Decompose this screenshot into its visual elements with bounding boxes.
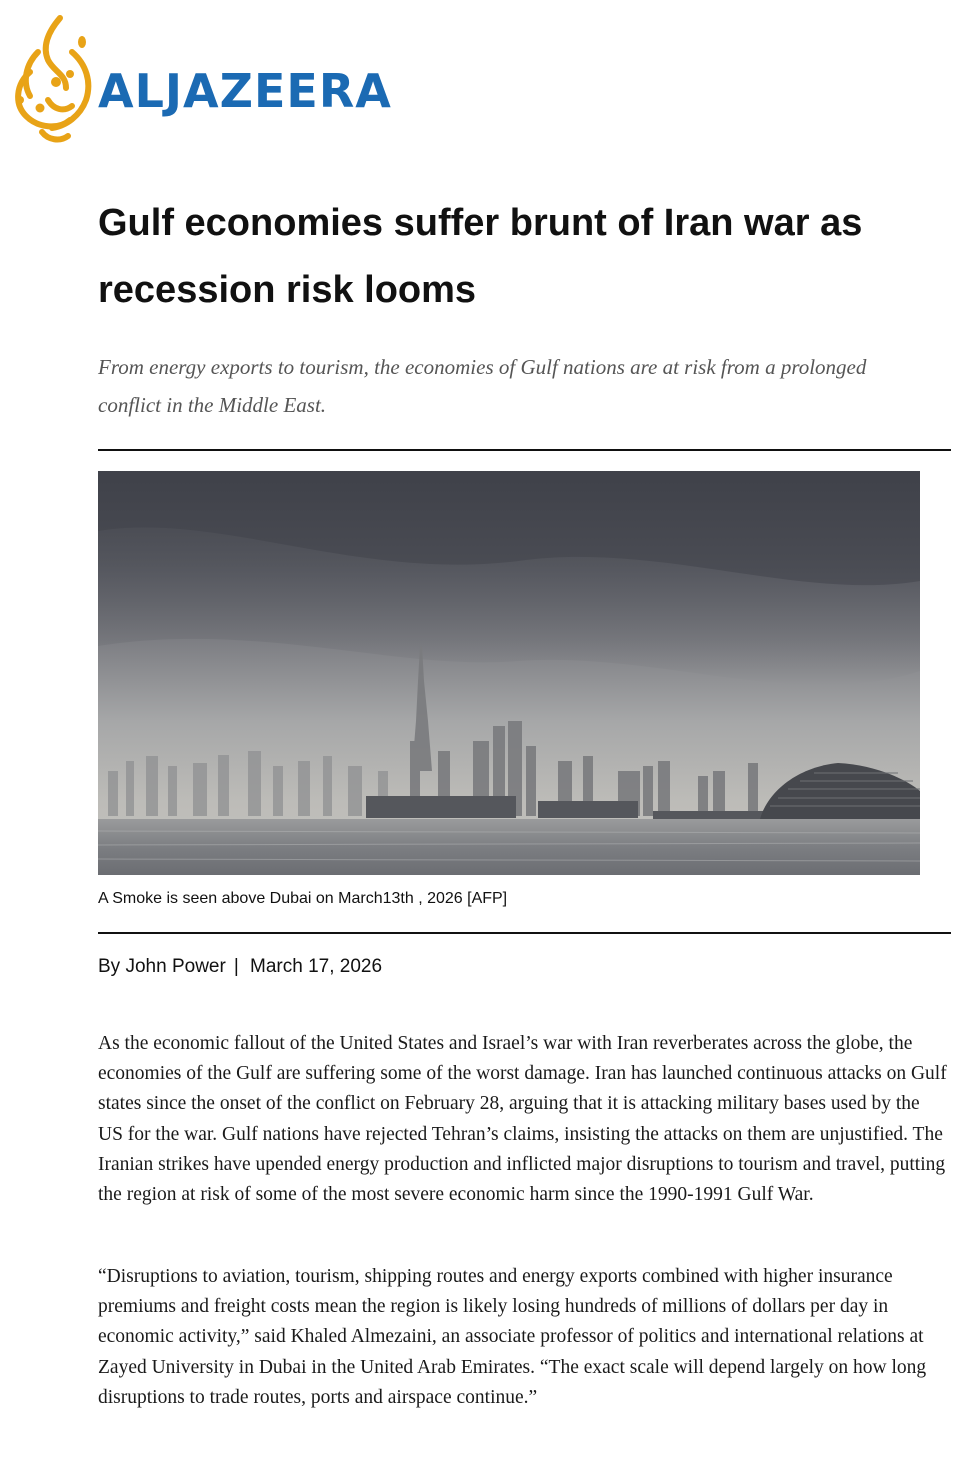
divider-bottom (98, 932, 951, 934)
byline-separator: | (233, 956, 239, 977)
article-standfirst: From energy exports to tourism, the economies of Gulf nations are at risk from a prolonged conflict in the Middle East. (98, 355, 867, 417)
article-paragraph-1: As the economic fallout of the United States and Israel’s war with Iran reverberates across the globe, the economies of the Gulf are suffering some of the worst damage. Iran has launched continuous attacks on Gulf states since the onset of the conflict on February 28, arguing that it is attacking military bases used by the US for the war. Gulf nations have rejected Tehran’s claims, insisting the attacks on them are unjustified. The Iranian strikes have upended energy production and inflicted major disruptions to tourism and travel, putting the region at risk of some of the most severe economic harm since the 1990-1991 Gulf War. (98, 1033, 947, 1206)
article-paragraph-2: “Disruptions to aviation, tourism, shipping routes and energy exports combined with higher insurance premiums and freight costs mean the region is likely losing hundreds of millions of dollars per day in economic activity,” said Khaled Almezaini, an associate professor of politics and international relations at Zayed University in Dubai in the United Arab Emirates. “The exact scale will depend largely on how long disruptions to trade routes, ports and airspace continue.” (98, 1266, 927, 1408)
divider-top (98, 449, 951, 451)
site-masthead (8, 12, 408, 152)
author-link[interactable]: John Power (125, 956, 226, 977)
hero-photo-dubai-skyline (98, 471, 920, 875)
publish-date: March 17, 2026 (250, 956, 383, 977)
article-byline (98, 956, 382, 978)
article-headline: Gulf economies suffer brunt of Iran war as recession risk looms (98, 202, 863, 311)
byline-prefix: By (98, 956, 121, 977)
site-logo-wordmark[interactable]: ALJAZEERA (98, 64, 392, 118)
image-caption: A Smoke is seen above Dubai on March13th , 2026 [AFP] (98, 890, 508, 907)
aljazeera-emblem-icon[interactable] (8, 12, 100, 148)
